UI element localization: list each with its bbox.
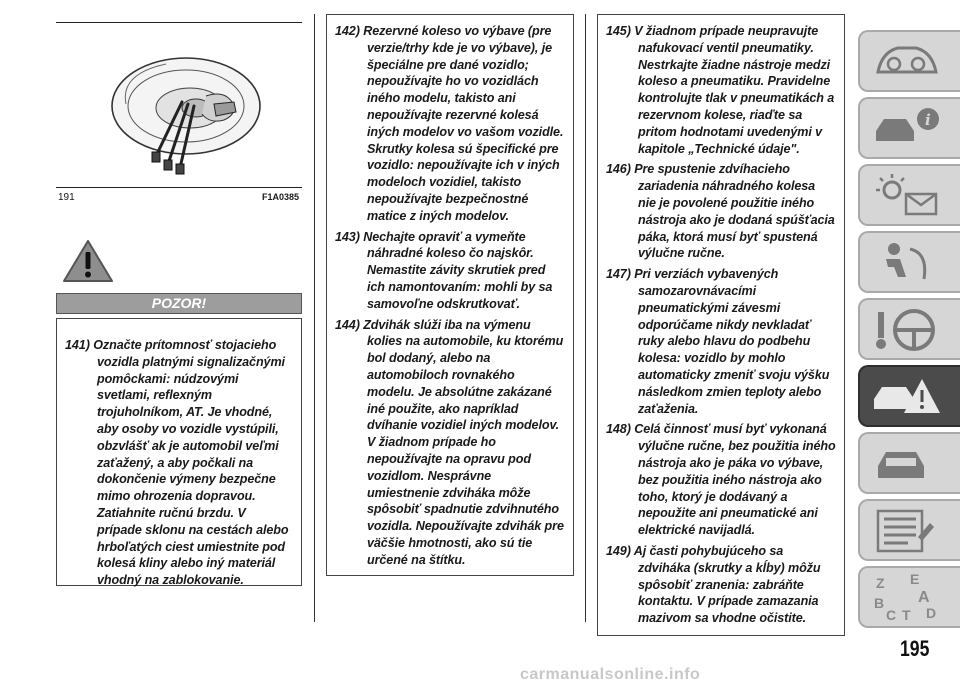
note-144: 144) Zdvihák slúži iba na výmenu kolies na automobile, ku ktorému bol dodaný, alebo na automobiloch rovnakého modelu. Je absolútne zakázané iné použite, ako napríklad dvíhanie vozidiel iných modelov. V žiadnom prípade ho nepoužívajte na opravu pod vozidlom. Nesprávne umiestnenie zdviháka môže spôsobiť spadnutie zdvihnutého vozidla. Nepoužívajte zdvihák pre väčšie hmotnosti, ako sú tie určené na štítku. [335,317,564,567]
note-141: 141) Označte prítomnosť stojacieho vozidla platnými signalizačnými pomôckami: núdzovými svetlami, reflexným trojuholníkom, AT. Je vhodné, aby osoby vo vozidle vystúpili, obzvlášť ak je automobil veľmi zaťažený, a aby počkali na dokončenie výmeny bezpečne mimo ohrozenia dopravou. Zatiahnite ručnú brzdu. V prípade sklonu na cestách alebo hrboľatých ciest umiestnite pod kolesá kliny alebo iný materiál vhodný na zablokovanie. [65,338,289,588]
warning-box-1 [56,318,302,586]
spare-wheel-figure [56,34,302,184]
figure-bottom-rule [56,187,302,188]
car-maintenance-icon [872,440,942,488]
note-142: 142) Rezervné koleso vo výbave (pre verzie/trhy kde je vo výbave), je špeciálne pre dané vozidlo; nepoužívajte ho vo vozidlách iného modelu, takisto ani nepoužívajte rezervné kolesá iných modelov vo vašom vozidle. Skrutky kolesa sú špecifické pre vozidlo: nepoužívajte ich v iných modeloch vozidiel, takisto nepoužívajte bezpečnostné matice z iných modelov. [335,24,564,223]
tab-index[interactable] [858,566,960,628]
tab-technical-data[interactable] [858,499,960,561]
top-rule [56,22,302,23]
index-letter: E [910,574,920,587]
svg-text:i: i [925,111,931,129]
airbag-seat-icon [872,239,942,287]
note-149: 149) Aj časti pohybujúceho sa zdviháka (skrutky a kĺby) môžu spôsobiť zranenia: zabráňte kontaktu. V prípade zamazania mazivom sa vhodne očistite. [606,543,821,626]
column-separator [314,14,315,622]
technical-data-icon [872,507,942,555]
warning-title: POZOR! [56,293,302,314]
page-number: 195 [900,636,930,661]
index-letter: D [926,605,937,621]
warning-box-2 [326,14,574,576]
car-info-icon [872,105,942,153]
index-letter: C [886,607,897,623]
watermark: carmanualsonline.info [520,666,701,683]
note-145: 145) V žiadnom prípade neupravujte nafukovací ventil pneumatiky. Nestrkajte žiadne nástroje medzi koleso a pneumatiku. Pravidelne kontrolujte tlak v pneumatikách a rezervnom kolese, riaďte sa pritom hodnotami uvedenými v kapitole „Technické údaje". [606,24,835,156]
warning-box-3 [597,14,845,636]
tab-safety[interactable] [858,231,960,293]
index-letter: A [918,589,930,606]
lights-message-icon [872,172,942,220]
tab-emergency[interactable] [858,365,960,427]
column-separator [585,14,586,622]
note-146: 146) Pre spustenie zdvíhacieho zariadenia náhradného kolesa nie je povolené použitie iného nástroja ako je dodaná spúšťacia páka, ktorá musí byť spustená výlučne ručne. [606,162,835,261]
index-letter: Z [876,575,885,591]
note-143: 143) Nechajte opraviť a vymeňte náhradné koleso čo najskôr. Nemastite závity skrutiek pred ich namontovaním: mohli by sa samovoľne odskrutkovať. [335,229,553,311]
alphabetical-index-icon [872,574,942,624]
index-letter: B [874,595,885,611]
note-147: 147) Pri verziách vybavených samozarovnávacími pneumatickými závesmi odporúčame nikdy nevkladať ruky alebo hlavu do podbehu kolesa: vozidlo by mohlo automaticky zmeniť svoju výšku následkom zmien teploty alebo zaťaženia. [606,267,830,416]
note-148: 148) Celá činnosť musí byť vykonaná výlučne ručne, bez použitia iného nástroja ako je páka vo výbave, bez použitia iného nástroja ako toho, ktorý je dodávaný a nepoužite ani pneumatické ani elektrické navijadlá. [606,422,836,538]
tab-dashboard[interactable] [858,30,960,92]
tab-info[interactable] [858,97,960,159]
tab-driving[interactable] [858,298,960,360]
steering-wheel-icon [872,306,942,354]
figure-number: 191 [58,192,75,203]
index-letter: T [902,607,911,623]
tab-maintenance[interactable] [858,432,960,494]
figure-code: F1A0385 [262,192,300,202]
warning-triangle-icon [62,238,114,284]
car-dashboard-icon [872,38,942,86]
car-emergency-icon [872,373,942,421]
tab-lights[interactable] [858,164,960,226]
